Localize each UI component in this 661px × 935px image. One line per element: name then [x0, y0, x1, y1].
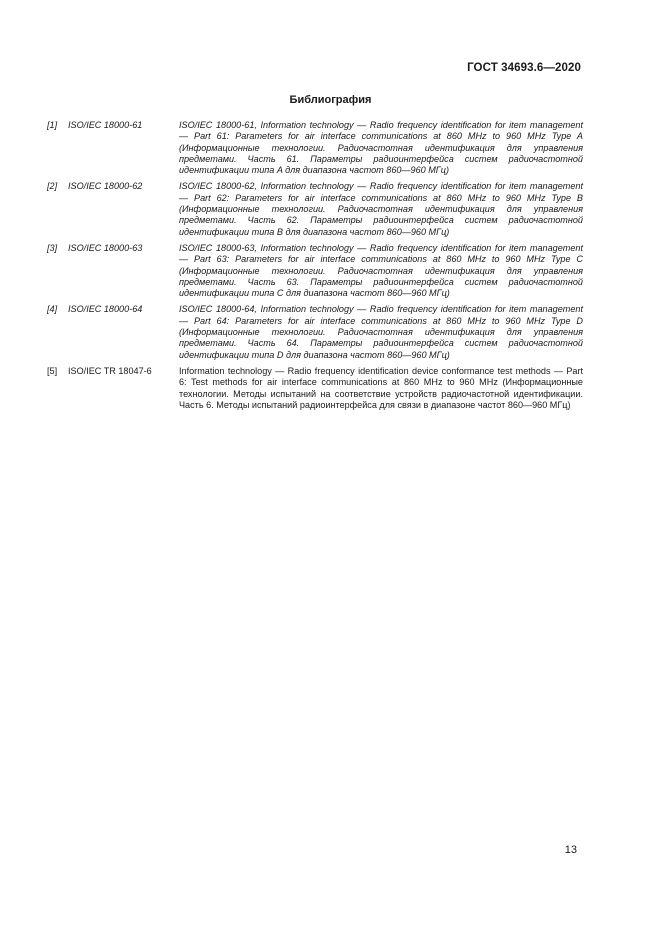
entry-description: ISO/IEC 18000-63, Information technology — Radio frequency identification for item management — Part 63: Parameters for air interface communications at 860 MHz to 960 MHz Type C (Информационные технологии. Радиочастотная идентификация для управления предметами. Часть 63. Параметры радиоинтерфейса систем радиочастотной идентификации типа C для диапазона частот 860—960 МГц): [179, 242, 583, 299]
entry-description: Information technology — Radio frequency identification device conformance test methods — Part 6: Test methods for air interface communications at 860 MHz to 960 MHz (Информационные технологии. Методы испытаний на соответствие устройств радиочастотной идентификации. Часть 6. Методы испытаний радиоинтерфейса для связи в диапазоне частот 860—960 МГц): [179, 365, 583, 410]
entry-number: [4]: [47, 304, 58, 315]
entry-number: [5]: [47, 365, 58, 376]
entry-number: [2]: [47, 181, 58, 192]
bibliography-entry: [47, 120, 583, 176]
bibliography-entry: [47, 304, 583, 360]
entry-description: ISO/IEC 18000-62, Information technology — Radio frequency identification for item management — Part 62: Parameters for air interface communications at 860 MHz to 960 MHz Type B (Информационные технологии. Радиочастотная идентификация для управления предметами. Часть 62. Параметры радиоинтерфейса систем радиочастотной идентификации типа B для диапазона частот 860—960 МГц): [179, 181, 583, 237]
entry-code: ISO/IEC 18000-61: [68, 120, 143, 130]
entry-description: ISO/IEC 18000-64, Information technology — Radio frequency identification for item management — Part 64: Parameters for air interface communications at 860 MHz to 960 MHz Type D (Информационные технологии. Радиочастотная идентификация для управления предметами. Часть 64. Параметры радиоинтерфейса систем радиочастотной идентификации типа D для диапазона частот 860—960 МГц): [179, 304, 583, 360]
bibliography-entry: [47, 366, 583, 411]
bibliography-entry: [47, 181, 583, 237]
entry-code: ISO/IEC 18000-62: [68, 181, 143, 192]
entry-number: [1]: [47, 120, 58, 130]
entry-code: ISO/IEC TR 18047-6: [68, 365, 152, 376]
standard-designation: ГОСТ 34693.6—2020: [467, 62, 581, 74]
entry-description: ISO/IEC 18000-61, Information technology — Radio frequency identification for item management — Part 61: Parameters for air interface communications at 860 MHz to 960 MHz Type A (Информационные технологии. Радиочастотная идентификация для управления предметами. Часть 61. Параметры радиоинтерфейса систем радиочастотной идентификации типа A для диапазона частот 860—960 МГц): [179, 120, 583, 176]
entry-code: ISO/IEC 18000-64: [68, 304, 143, 315]
entry-number: [3]: [47, 242, 58, 253]
bibliography-entry: [47, 243, 583, 299]
page-number: 13: [564, 844, 577, 856]
section-title: Библиография: [289, 94, 372, 106]
bibliography-list: [47, 120, 583, 416]
entry-code: ISO/IEC 18000-63: [68, 242, 143, 253]
